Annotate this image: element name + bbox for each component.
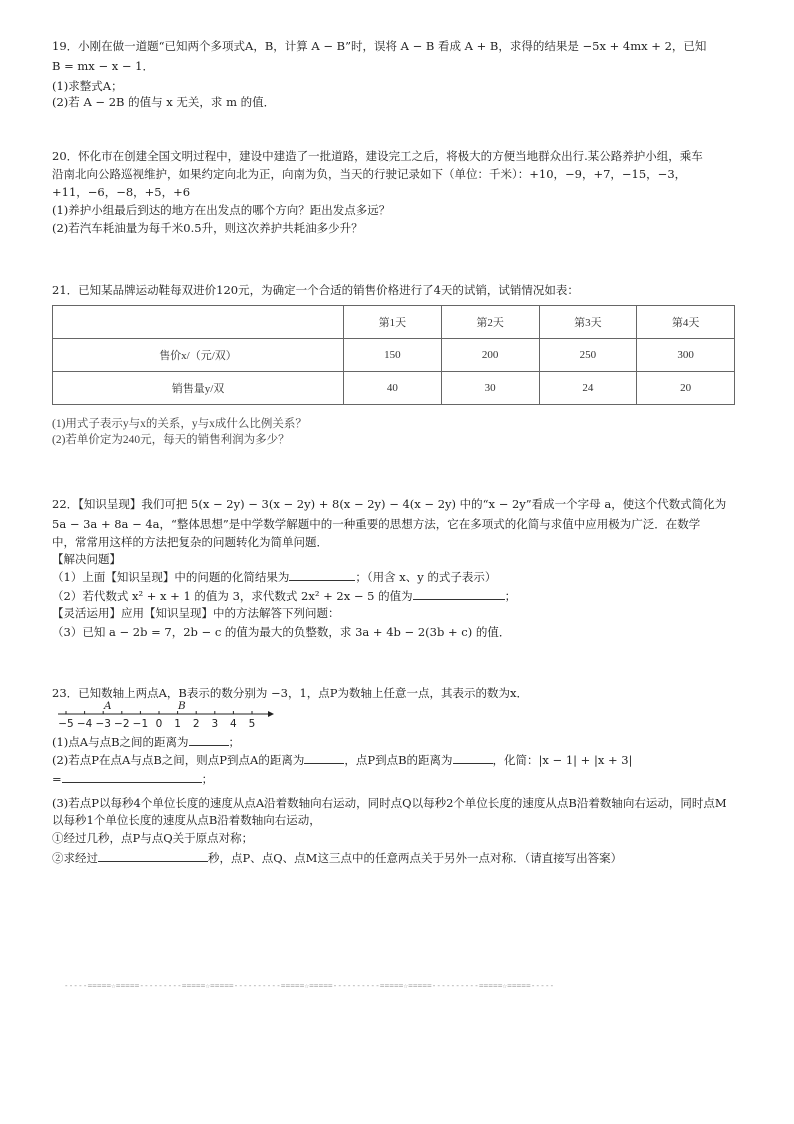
answer-blank[interactable] xyxy=(413,587,505,600)
table-cell: 150 xyxy=(344,339,442,372)
table-cell: 200 xyxy=(441,339,539,372)
answer-blank[interactable] xyxy=(304,751,344,764)
table-cell: 40 xyxy=(344,372,442,405)
tick-label: −5 xyxy=(58,718,74,730)
q23-part2-text-c: ，化简：|x − 1| + |x + 3| xyxy=(492,753,633,767)
q22-line3: 中，常常用这样的方法把复杂的问题转化为简单问题． xyxy=(52,535,328,549)
row-label-volume: 销售量y/双 xyxy=(53,372,344,405)
table-cell: 250 xyxy=(539,339,637,372)
q23-part1 xyxy=(52,733,240,750)
number-line xyxy=(52,698,282,730)
point-a-label: A xyxy=(104,700,112,712)
table-cell: 30 xyxy=(441,372,539,405)
q19-part1: (1)求整式A； xyxy=(52,79,123,93)
q23-sub2-rest: 秒，点P、点Q、点M这三点中的任意两点关于另外一点对称．（请直接写出答案） xyxy=(208,851,623,865)
tick-label: 3 xyxy=(211,718,219,730)
tick-label: 0 xyxy=(155,718,163,730)
q22-line2: 5a − 3a + 8a − 4a，“整体思想”是中学数学解题中的一种重要的思想方法，它在多项式的化简与求值中应用极为广泛．在数学 xyxy=(52,517,701,531)
q20-part2: (2)若汽车耗油量为每千米0.5升，则这次养护共耗油多少升？ xyxy=(52,221,363,235)
table-header-cell: 第3天 xyxy=(539,306,637,339)
answer-blank[interactable] xyxy=(62,770,202,783)
q19-line1: 19．小刚在做一道题“已知两个多项式A，B，计算 A − B”时，误将 A − B 看成 A + B，求得的结果是 −5x + 4mx + 2，已知 xyxy=(52,39,707,53)
tick-label: −3 xyxy=(95,718,111,730)
q20-line1: 20．怀化市在创建全国文明过程中，建设中建造了一批道路，建设完工之后，将极大的方便当地群众出行.某公路养护小组，乘车 xyxy=(52,149,703,163)
q22-part3: （3）已知 a − 2b = 7，2b − c 的值为最大的负整数，求 3a + 4b − 2(3b + c) 的值． xyxy=(52,625,511,639)
answer-blank[interactable] xyxy=(453,751,493,764)
q20-line3: +11，−6，−8，+5，+6 xyxy=(52,185,191,199)
q23-sub2 xyxy=(52,849,622,866)
table-header-cell: 第4天 xyxy=(637,306,735,339)
q22-part1 xyxy=(52,568,496,585)
q23-part1-end: ； xyxy=(228,735,241,749)
table-cell: 24 xyxy=(539,372,637,405)
q23-part2-end: ； xyxy=(201,772,214,786)
q23-part2-text: (2)若点P在点A与点B之间，则点P到点A的距离为 xyxy=(52,753,305,767)
q22-part1-hint: ；（用含 x、y 的式子表示） xyxy=(355,570,497,584)
q23-part2-cont xyxy=(52,770,213,787)
table-cell: 300 xyxy=(637,339,735,372)
q23-part2-eq: = xyxy=(52,772,62,786)
q22-heading-apply: 【灵活运用】应用【知识呈现】中的方法解答下列问题： xyxy=(52,606,340,620)
axis-arrow-icon xyxy=(268,711,274,717)
row-label-price: 售价x/（元/双） xyxy=(53,339,344,372)
footer-divider: -----=====☆=====---------=====☆=====----------=====☆=====----------=====☆=====----------=====☆=====----- xyxy=(64,981,555,990)
point-b-label: B xyxy=(178,700,186,712)
table-row xyxy=(53,339,735,372)
tick-label: −2 xyxy=(114,718,130,730)
q23-part3-line1: (3)若点P以每秒4个单位长度的速度从点A沿着数轴向右运动，同时点Q以每秒2个单位长度的速度从点B沿着数轴向右运动，同时点M xyxy=(52,796,727,810)
tick-label: −4 xyxy=(76,718,93,730)
q23-part2-text-b: ，点P到点B的距离为 xyxy=(344,753,453,767)
table-header-cell: 第2天 xyxy=(441,306,539,339)
q22-part2 xyxy=(52,587,516,604)
table-header-cell: 第1天 xyxy=(344,306,442,339)
tick-label: −1 xyxy=(132,718,149,730)
q20-part1: (1)养护小组最后到达的地方在出发点的哪个方向？距出发点多远？ xyxy=(52,203,391,217)
sales-table xyxy=(52,305,735,405)
q23-part1-text: (1)点A与点B之间的距离为 xyxy=(52,735,189,749)
table-header-cell xyxy=(53,306,344,339)
q22-part2-text: （2）若代数式 x² + x + 1 的值为 3，求代数式 2x² + 2x − 5 的值为 xyxy=(52,589,413,603)
q23-sub1: ①经过几秒，点P与点Q关于原点对称； xyxy=(52,831,254,845)
q22-heading-solve: 【解决问题】 xyxy=(52,552,121,566)
q23-sub2-text: ②求经过 xyxy=(52,851,98,865)
q20-line2: 沿南北向公路巡视维护，如果约定向北为正，向南为负，当天的行驶记录如下（单位：千米）：+10，−9，+7，−15，−3， xyxy=(52,167,687,181)
q23-part3-line2: 以每秒1个单位长度的速度从点B沿着数轴向右运动， xyxy=(52,813,321,827)
table-cell: 20 xyxy=(637,372,735,405)
q22-part2-end: ； xyxy=(504,589,517,603)
q21-part1: (1)用式子表示y与x的关系，y与x成什么比例关系？ xyxy=(52,418,307,430)
tick-label: 2 xyxy=(192,718,200,730)
q23-part2 xyxy=(52,751,632,768)
answer-blank[interactable] xyxy=(289,568,355,581)
q21-part2: (2)若单价定为240元，每天的销售利润为多少？ xyxy=(52,434,290,446)
tick-label: 5 xyxy=(248,718,256,730)
tick-label: 4 xyxy=(230,718,237,730)
tick-label: 1 xyxy=(174,718,181,730)
table-header-row xyxy=(53,306,735,339)
answer-blank[interactable] xyxy=(98,849,208,862)
q19-part2: (2)若 A − 2B 的值与 x 无关，求 m 的值． xyxy=(52,95,276,109)
answer-blank[interactable] xyxy=(189,733,229,746)
q23-intro: 23．已知数轴上两点A，B表示的数分别为 −3，1，点P为数轴上任意一点，其表示的数为x． xyxy=(52,686,529,700)
q21-intro: 21．已知某品牌运动鞋每双进价120元，为确定一个合适的销售价格进行了4天的试销，试销情况如表： xyxy=(52,283,579,297)
q19-line2: B = mx − x − 1． xyxy=(52,59,154,73)
q22-part1-text: （1）上面【知识呈现】中的问题的化简结果为 xyxy=(52,570,290,584)
q22-line1: 22．【知识呈现】我们可把 5(x − 2y) − 3(x − 2y) + 8(x − 2y) − 4(x − 2y) 中的“x − 2y”看成一个字母 a，使这个代数式简化为 xyxy=(52,497,727,511)
table-row xyxy=(53,372,735,405)
